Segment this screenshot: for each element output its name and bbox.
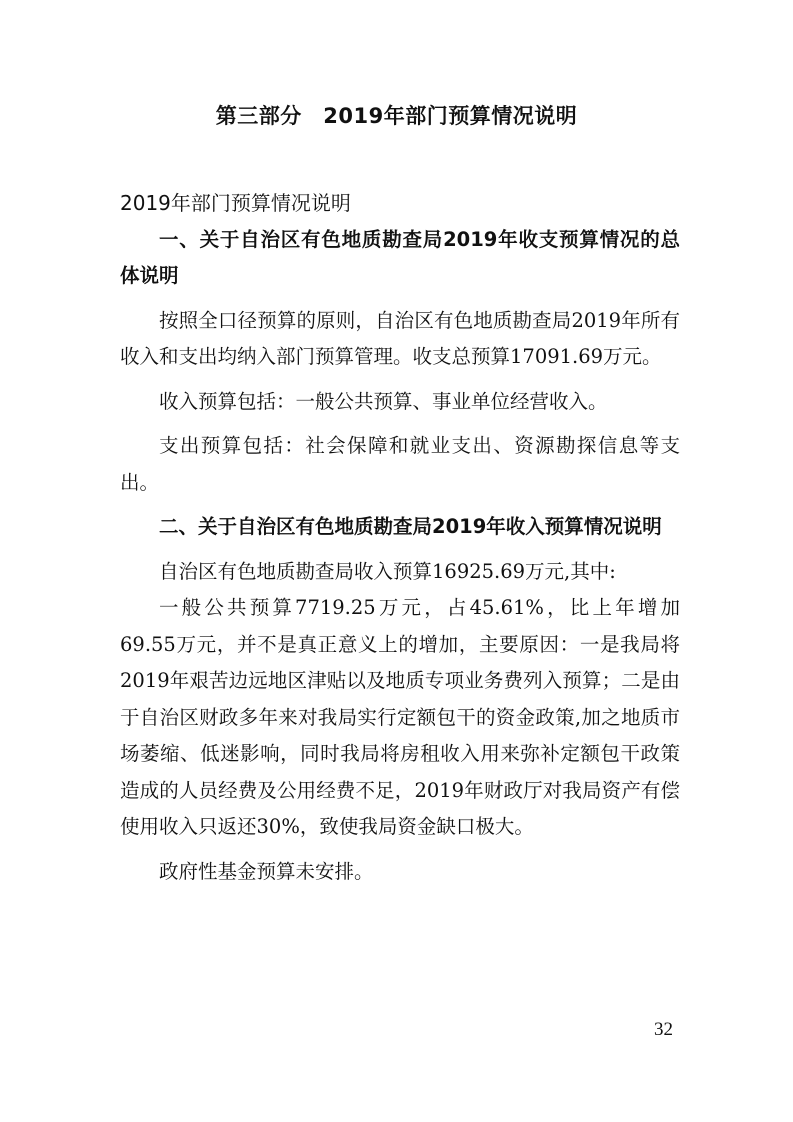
section-1-paragraph-3: 支出预算包括：社会保障和就业支出、资源勘探信息等支出。 (120, 434, 680, 494)
section-2-paragraph-2: 一般公共预算7719.25万元，占45.61%，比上年增加69.55万元，并不是真正意义上的增加，主要原因：一是我局将2019年艰苦边远地区津贴以及地质专项业务费列入预算；二是由于自治区财政多年来对我局实行定额包干的资金政策,加之地质市场萎缩、低迷影响，同时我局将房租收入用来弥补定额包干政策造成的人员经费及公用经费不足，2019年财政厅对我局资产有偿使用收入只返还30%，致使我局资金缺口极大。 (120, 596, 680, 838)
section-2-paragraph-1: 自治区有色地质勘查局收入预算16925.69万元,其中: (159, 559, 616, 583)
section-2-heading: 二、关于自治区有色地质勘查局2019年收入预算情况说明 (159, 515, 662, 538)
section-1-paragraph-2: 收入预算包括：一般公共预算、事业单位经营收入。 (159, 389, 608, 413)
section-2-paragraph-3: 政府性基金预算未安排。 (159, 859, 374, 883)
section-1-heading: 一、关于自治区有色地质勘查局2019年收支预算情况的总体说明 (120, 227, 680, 287)
page-title: 第三部分 2019年部门预算情况说明 (215, 104, 578, 128)
section-1-paragraph-1: 按照全口径预算的原则，自治区有色地质勘查局2019年所有收入和支出均纳入部门预算管理。收支总预算17091.69万元。 (120, 308, 680, 368)
document-body (120, 185, 680, 890)
page-number: 32 (654, 1019, 673, 1040)
document-subtitle: 2019年部门预算情况说明 (120, 191, 351, 215)
